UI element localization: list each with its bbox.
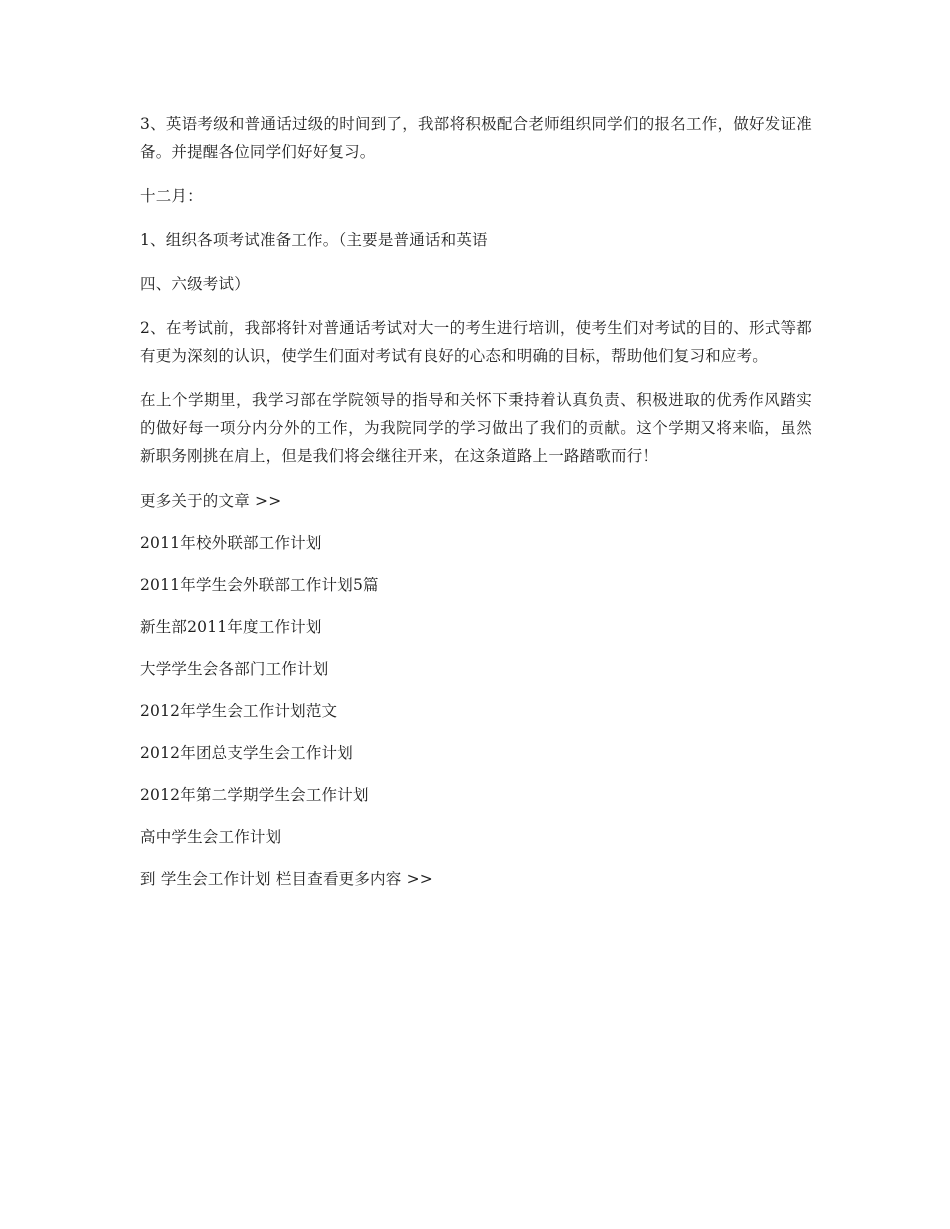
related-article-link[interactable]: 2012年学生会工作计划范文	[140, 702, 338, 720]
paragraph-english-exam: 3、英语考级和普通话过级的时间到了，我部将积极配合老师组织同学们的报名工作，做好发证准备。并提醒各位同学们好好复习。	[140, 115, 812, 161]
related-article-link[interactable]: 2011年学生会外联部工作计划5篇	[140, 576, 379, 594]
related-article-link[interactable]: 大学学生会各部门工作计划	[140, 660, 329, 678]
paragraph-organize-exams: 1、组织各项考试准备工作。（主要是普通话和英语	[140, 231, 488, 249]
more-articles-header: 更多关于的文章 >>	[140, 492, 282, 510]
related-article-link[interactable]: 2011年校外联部工作计划	[140, 534, 322, 552]
related-article-link[interactable]: 新生部2011年度工作计划	[140, 618, 322, 636]
document-page	[140, 110, 812, 907]
paragraph-december-heading: 十二月：	[140, 187, 203, 205]
related-articles	[140, 487, 812, 907]
column-more-link[interactable]: 到 学生会工作计划 栏目查看更多内容 >>	[140, 870, 433, 888]
related-article-link[interactable]: 2012年第二学期学生会工作计划	[140, 786, 369, 804]
paragraph-cet-exams: 四、六级考试）	[140, 275, 250, 293]
paragraph-exam-training: 2、在考试前，我部将针对普通话考试对大一的考生进行培训，使考生们对考试的目的、形式等都有更为深刻的认识，使学生们面对考试有良好的心态和明确的目标，帮助他们复习和应考。	[140, 319, 812, 365]
related-article-link[interactable]: 2012年团总支学生会工作计划	[140, 744, 353, 762]
related-article-link[interactable]: 高中学生会工作计划	[140, 828, 282, 846]
paragraph-summary: 在上个学期里，我学习部在学院领导的指导和关怀下秉持着认真负责、积极进取的优秀作风踏实的做好每一项分内分外的工作，为我院同学的学习做出了我们的贡献。这个学期又将来临，虽然新职务刚挑在肩上，但是我们将会继往开来，在这条道路上一路踏歌而行！	[140, 391, 812, 465]
